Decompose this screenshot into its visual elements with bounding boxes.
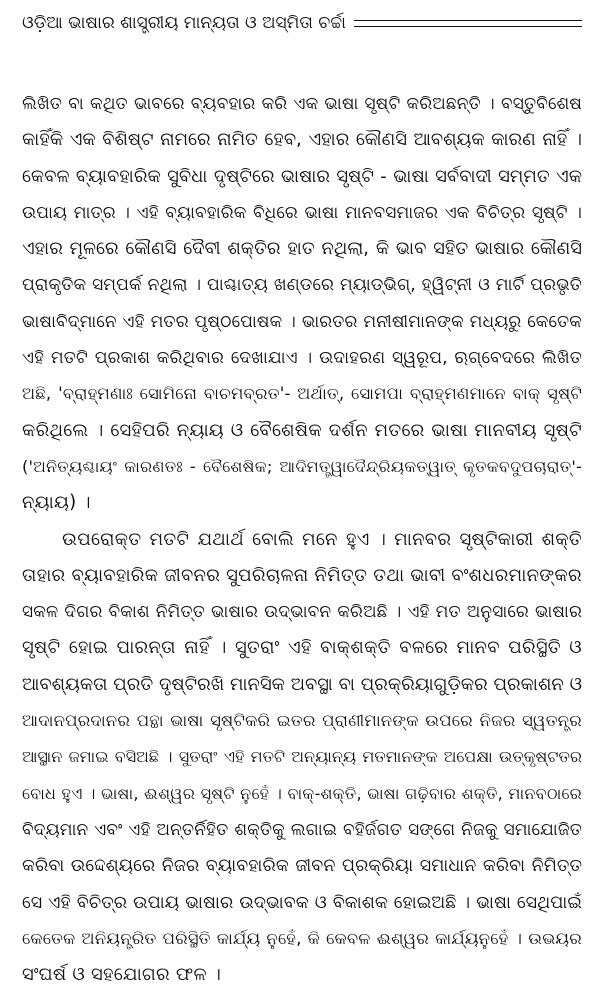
text-line: ଉପରୋକ୍ତ ମତଟି ଯଥାର୍ଥ ବୋଲି ମନେ ହୁଏ । ମାନବର ସୃଷ୍ଟିକାରୀ ଶକ୍ତି	[62, 528, 582, 550]
text-line: କେବଳ ବ୍ୟାବହାରିକ ସୁବିଧା ଦୃଷ୍ଟିରେ ଭାଷାର ସୃଷ୍ଟି - ଭାଷା ସର୍ବବାଦୀ ସମ୍ମତ ଏକ	[22, 165, 582, 187]
running-header	[22, 0, 582, 40]
text-line: ('ଅନିତ୍ୟଶ୍ଚାୟଂ କାରଣତଃ - ବୈଶେଷିକ; ଆଦିମତ୍ତ୍ୱାଦୈନ୍ଦ୍ରିୟକତ୍ୱାତ୍ କୃତକବଦୁପଚାରାତ୍'-	[22, 456, 582, 476]
text-line: କରିଥିଲେ । ସେହିପରି ନ୍ୟାୟ ଓ ବୈଶେଷିକ ଦର୍ଶନ ମତରେ ଭାଷା ମାନବୀୟ ସୃଷ୍ଟି	[22, 419, 582, 441]
text-line: ଉପାୟ ମାତ୍ର । ଏହି ବ୍ୟାବହାରିକ ବିଧିରେ ଭାଷା ମାନବସମାଜର ଏକ ବିଚିତ୍ର ସୃଷ୍ଟି ।	[22, 202, 582, 223]
text-line: ଆବଶ୍ୟକତା ପ୍ରତି ଦୃଷ୍ଟିରଖି ମାନସିକ ଅବସ୍ଥା ବା ପ୍ରକ୍ରିୟାଗୁଡ଼ିକର ପ୍ରକାଶନ ଓ	[22, 673, 582, 695]
text-line: ସୃଷ୍ଟି ହୋଇ ପାରନ୍ତା ନାହିଁ । ସୁତରାଂ ଏହି ବାକ୍‌ଶକ୍ତି ବଳରେ ମାନବ ପରିସ୍ଥିତି ଓ	[22, 637, 582, 659]
running-header-title: ଓଡ଼ିଆ ଭାଷାର ଶାସ୍ତ୍ରୀୟ ମାନ୍ୟତା ଓ ଅସ୍ମିତା ଚର୍ଚ୍ଚା	[22, 12, 346, 33]
header-double-rule	[354, 20, 582, 27]
text-line: କାହିଁକି ଏକ ବିଶିଷ୍ଟ ନାମରେ ନାମିତ ହେବ, ଏହାର କୌଣସି ଆବଶ୍ୟକ କାରଣ ନାହିଁ ।	[22, 129, 582, 151]
text-line: ଭାଷାବିଦ୍‌ମାନେ ଏହି ମତର ପୃଷ୍ଠପୋଷକ । ଭାରତର ମନୀଷୀମାନଙ୍କ ମଧ୍ୟରୁ କେତେକ	[22, 311, 582, 332]
text-line: ଅଛି, 'ବ୍ରାହ୍ମଣାଃ ସୋମିନୋ ବାଚମବ୍ରତ'- ଅର୍ଥାତ୍, ସୋମପା ବ୍ରାହ୍ମଣମାନେ ବାକ୍ ସୃଷ୍ଟି	[22, 384, 582, 404]
text-line: ସେ ଏହି ବିଚିତ୍ର ଉପାୟ ଭାଷାର ଉଦ୍ଭାବକ ଓ ବିକାଶକ ହୋଇଅଛି । ଭାଷା ସେଥିପାଇଁ	[22, 892, 582, 913]
text-line: ସକଳ ଦିଗର ବିକାଶ ନିମିତ୍ତ ଭାଷାର ଉଦ୍ଭାବନ କରିଅଛି । ଏହି ମତ ଅନୁସାରେ ଭାଷାର	[22, 602, 582, 623]
text-line: ଲିଖିତ ବା କଥିତ ଭାବରେ ବ୍ୟବହାର କରି ଏକ ଭାଷା ସୃଷ୍ଟି କରିଅଛନ୍ତି । ବସ୍ତୁବିଶେଷ	[22, 94, 582, 114]
text-line: ବିଦ୍ୟମାନ ଏବଂ ଏହି ଅନ୍ତର୍ନିହିତ ଶକ୍ତିକୁ ଲଗାଇ ବହିର୍ଜଗତ ସଙ୍ଗେ ନିଜକୁ ସମାଯୋଜିତ	[22, 819, 582, 840]
text-line: ତାହାର ବ୍ୟାବହାରିକ ଜୀବନର ସୁପରିଚାଳନା ନିମିତ୍ତ ତଥା ଭାବୀ ବଂଶଧରମାନଙ୍କର	[22, 564, 582, 586]
paragraph-2	[22, 522, 582, 993]
text-line: କରିବା ଉଦ୍ଦେଶ୍ୟରେ ନିଜର ବ୍ୟାବହାରିକ ଜୀବନ ପ୍ରକ୍ରିୟା ସମାଧାନ କରିବା ନିମିତ୍ତ	[22, 856, 582, 877]
text-line: ପ୍ରାକୃତିକ ସମ୍ପର୍କ ନଥିଲା । ପାଶ୍ଚାତ୍ୟ ଖଣ୍ଡରେ ମ୍ୟାଡ୍‌ଭିଗ୍, ହ୍ୱିଟ୍‌ନୀ ଓ ମାର୍ଟି ପ୍ରଭୃତି	[22, 275, 582, 296]
text-line: ଆଦାନପ୍ରଦାନର ପନ୍ଥା ଭାଷା ସୃଷ୍ଟିକରି ଇତର ପ୍ରାଣୀମାନଙ୍କ ଉପରେ ନିଜର ସ୍ୱତନ୍ତ୍ର	[22, 711, 582, 731]
text-line: ସଂଘର୍ଷ ଓ ସହଯୋଗର ଫଳ ।	[22, 964, 222, 986]
text-line: ନ୍ୟାୟ) ।	[22, 492, 91, 514]
text-line: ଏହାର ମୂଳରେ କୌଣସି ଦୈବୀ ଶକ୍ତିର ହାତ ନଥିଲା, କି ଭାବ ସହିତ ଭାଷାର କୌଣସି	[22, 238, 582, 260]
body-text	[22, 86, 582, 993]
paragraph-1	[22, 86, 582, 522]
text-line: ଏହି ମତଟି ପ୍ରକାଶ କରିଥିବାର ଦେଖାଯାଏ । ଉଦାହରଣ ସ୍ୱରୂପ, ଋଗ୍‌ବେଦରେ ଲିଖିତ	[22, 348, 582, 369]
text-line: ଆସ୍ଥାନ ଜମାଇ ବସିଅଛି । ସୁତରାଂ ଏହି ମତଟି ଅନ୍ୟାନ୍ୟ ମତମାନଙ୍କ ଅପେକ୍ଷା ଉତ୍କୃଷ୍ଟତର	[22, 747, 582, 767]
text-line: କେତେକ ଅନିୟନ୍ତ୍ରିତ ପରିସ୍ଥିତି କାର୍ଯ୍ୟ ନୁହେଁ, କି କେବଳ ଈଶ୍ୱର କାର୍ଯ୍ୟନୁହେଁ । ଉଭୟର	[22, 928, 582, 948]
text-line: ବୋଧ ହୁଏ । ଭାଷା, ଈଶ୍ୱର ସୃଷ୍ଟି ନୁହେଁ । ବାକ୍-ଶକ୍ତି, ଭାଷା ଗଢ଼ିବାର ଶକ୍ତି, ମାନବଠାରେ	[22, 783, 582, 803]
